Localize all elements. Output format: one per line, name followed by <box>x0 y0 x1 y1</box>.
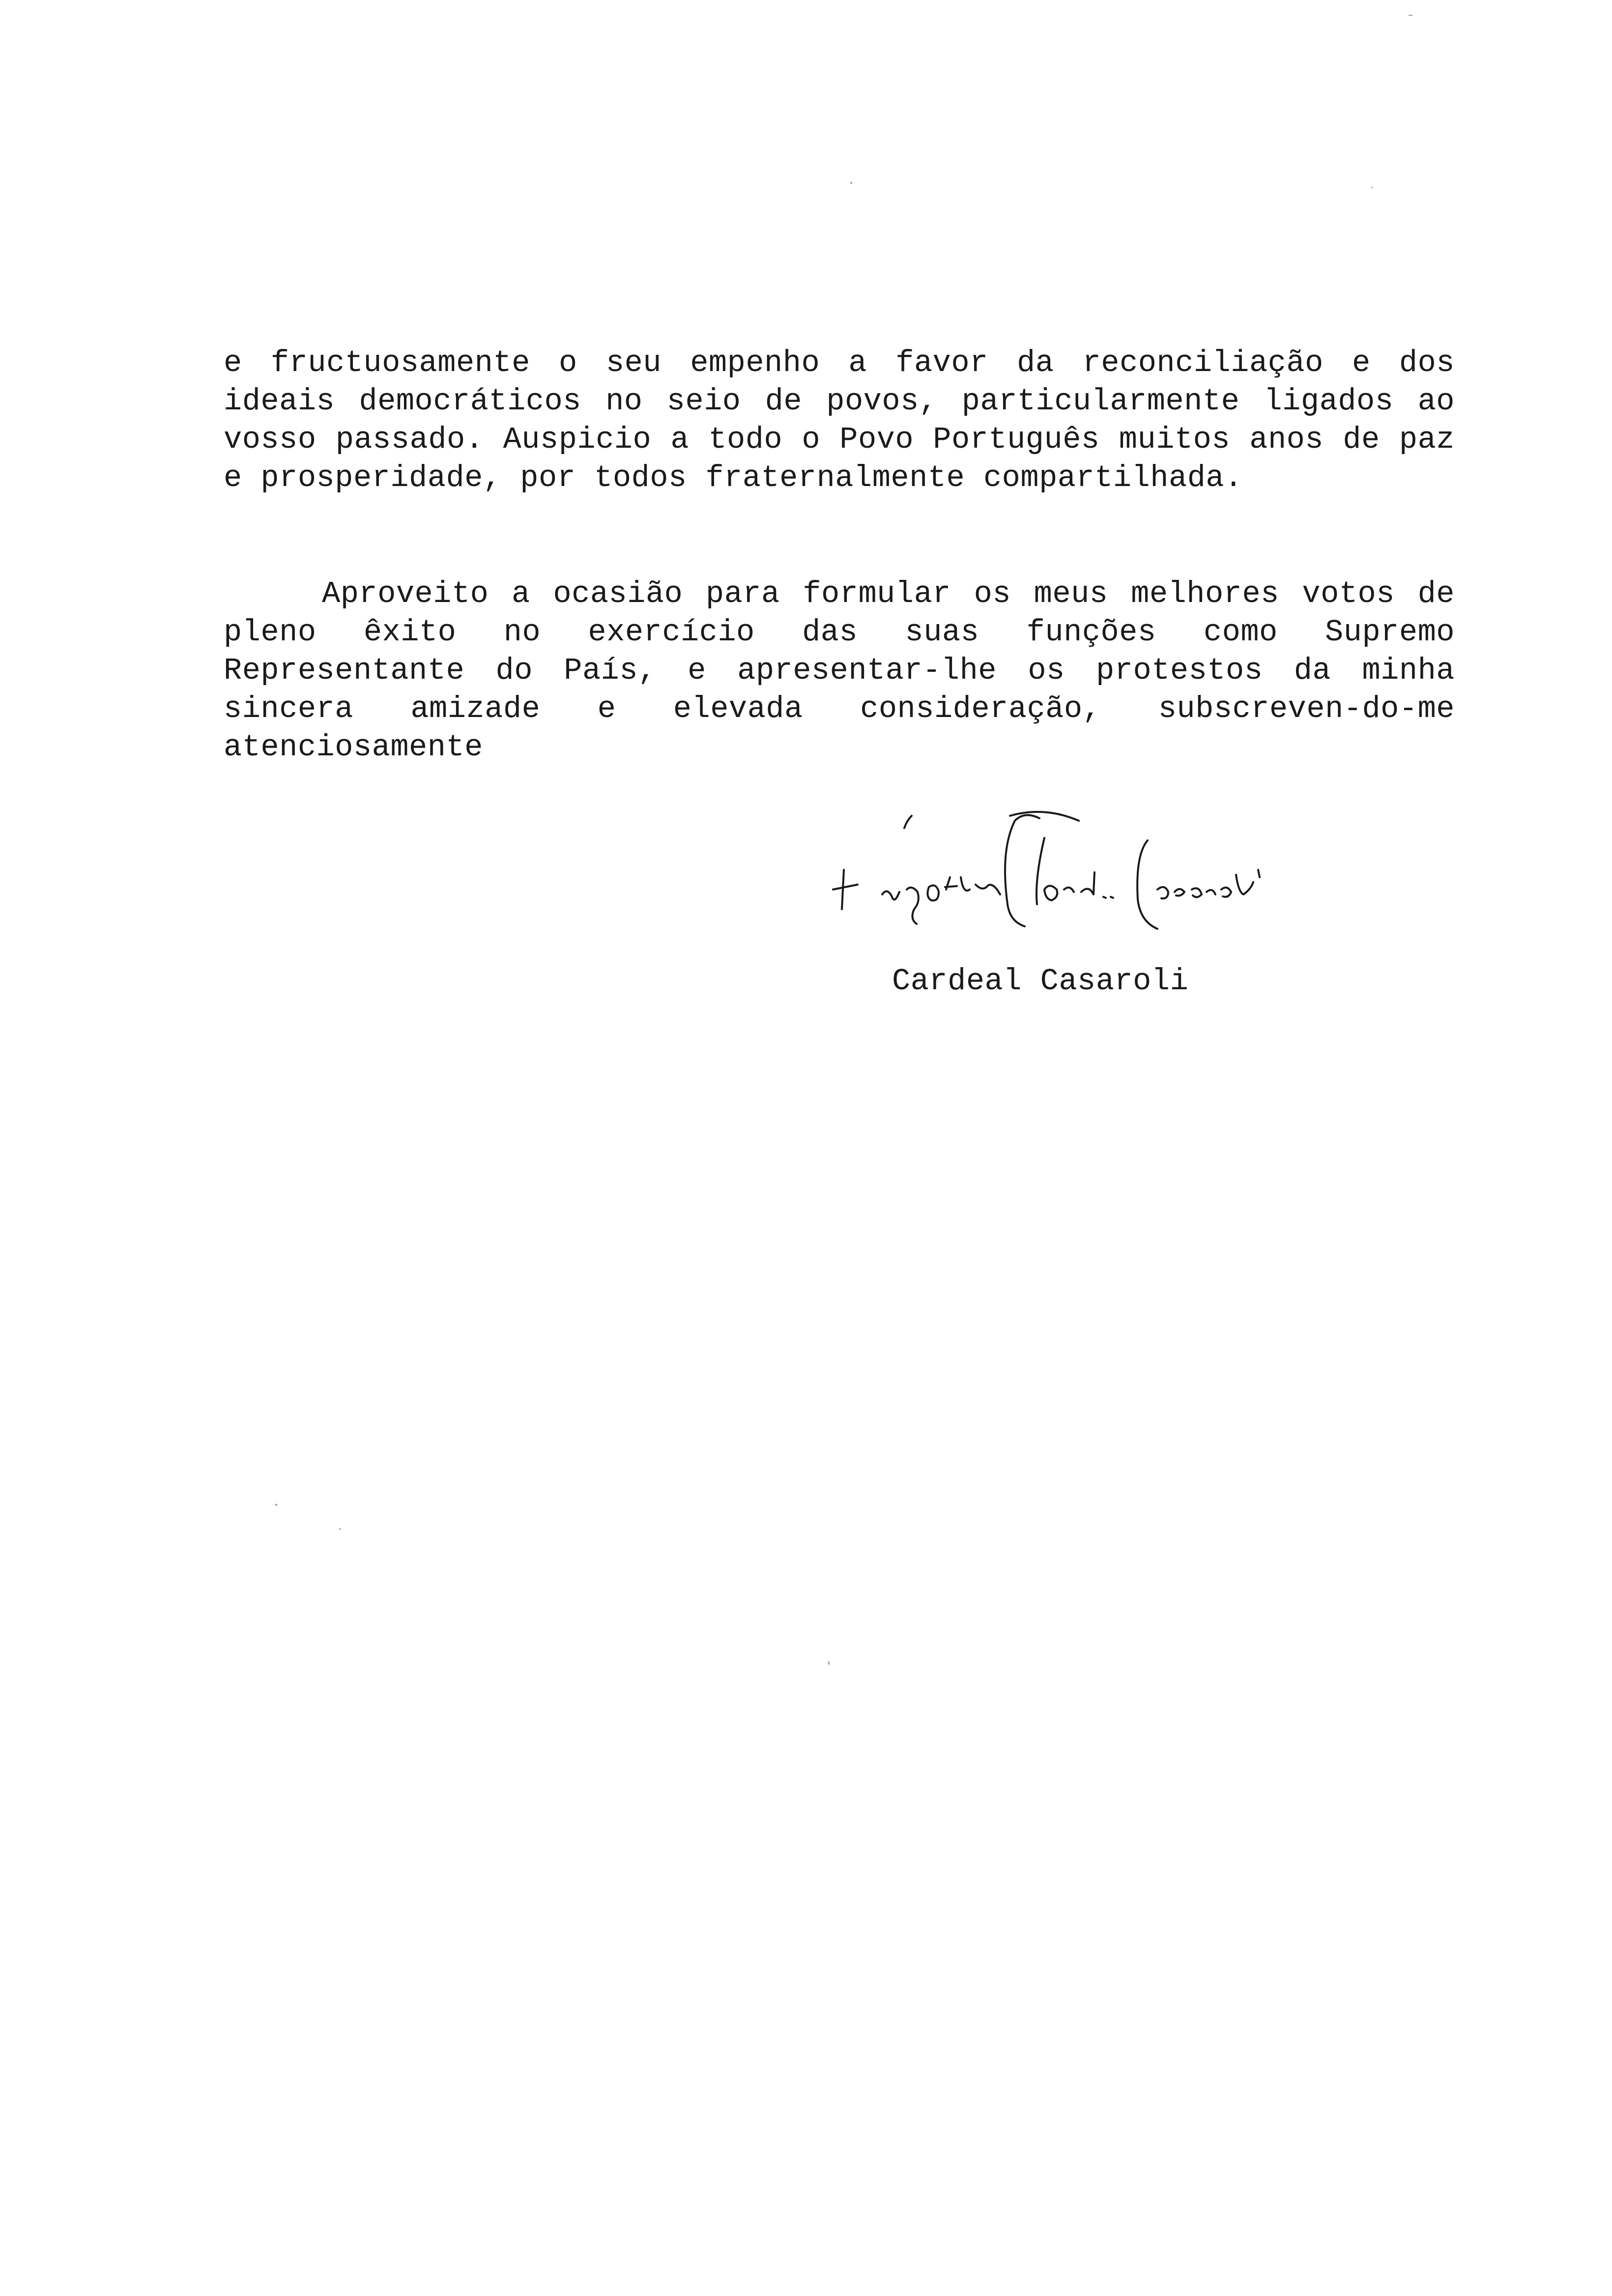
scan-speck <box>850 182 852 184</box>
scan-speck <box>339 1528 341 1530</box>
scan-speck <box>275 1504 277 1506</box>
signatory-name: Cardeal Casaroli <box>892 964 1189 999</box>
scan-speck <box>1408 15 1413 16</box>
handwritten-signature <box>813 791 1285 953</box>
scan-speck <box>828 1661 830 1665</box>
scan-speck <box>1371 187 1373 188</box>
letter-paragraph-salutation <box>224 575 1455 767</box>
letter-paragraph-closing-wishes: e fructuosamente o seu empenho a favor da reconciliação e dos ideais democráticos no seio de povos, particularmente ligados ao vosso passado. Auspicio a todo o Povo Português muitos anos de paz e prosperidade, por todos fraternalmente compartilhada. <box>224 345 1455 495</box>
salutation-text: Aproveito a ocasião para formular os meus melhores votos de pleno êxito no exercício das suas funções como Supremo Representante do País, e apresentar-lhe os protestos da minha sincera amizade e elevada consideração, subscreven-do-me atenciosamente <box>224 576 1455 765</box>
